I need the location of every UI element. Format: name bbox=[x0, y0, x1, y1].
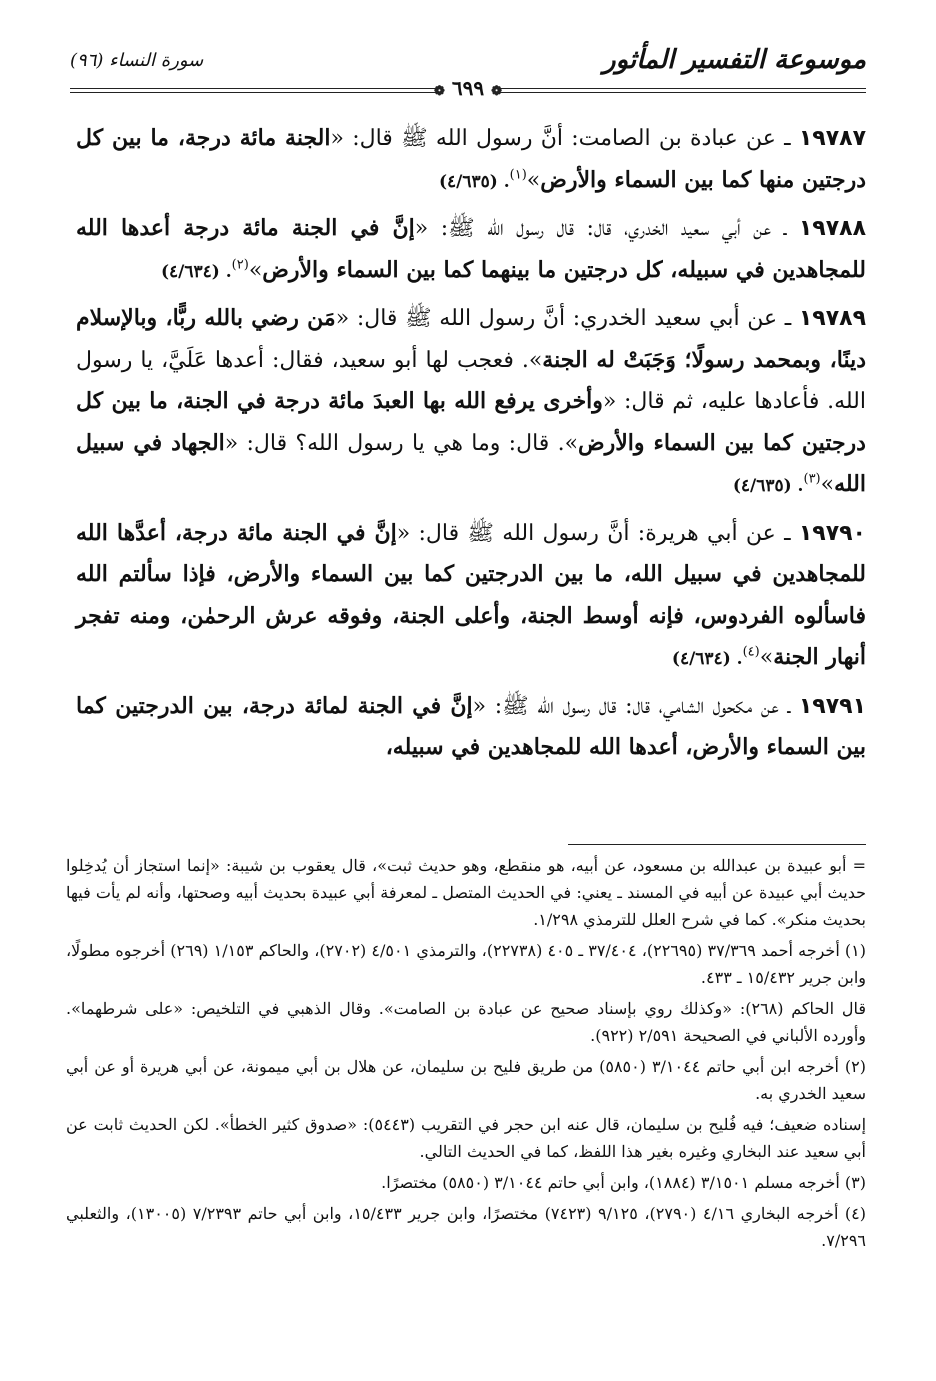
hadith-quote: وأخرى يرفع الله بها العبدَ مائة درجة في الجنة، ما بين كل درجتين كما بين السماء والأرض bbox=[76, 388, 866, 456]
hadith-quote: الجنة مائة درجة، ما بين كل درجتين منها كما بين السماء والأرض bbox=[76, 125, 866, 193]
footnotes bbox=[66, 852, 866, 1258]
ornament-icon: ❁ bbox=[434, 84, 445, 99]
hadith-number: ١٩٧٩٠ bbox=[798, 520, 866, 546]
hadith-quote: إنَّ في الجنة مائة درجة، أعدَّها الله للمجاهدين في سبيل الله، ما بين الدرجتين كما بين السماء والأرض، فإذا سألتم الله فاسألوه الفردوس، فإنه أوسط الجنة، وأعلى الجنة، وفوقه عرش الرحمٰن، ومنه تفجر أنهار الجنة bbox=[76, 519, 866, 670]
hadith-quote: إنَّ في الجنة مائة درجة أعدها الله للمجاهدين في سبيله، كل درجتين ما بينهما كما بين السماء والأرض bbox=[76, 215, 866, 283]
hadith-entry bbox=[76, 208, 866, 292]
footnote-mark: (٢) bbox=[231, 257, 249, 273]
footnote: (٣) أخرجه مسلم ٣/١٥٠١ (١٨٨٤)، وابن أبي حاتم ٣/١٠٤٤ (٥٨٥٠) مختصرًا. bbox=[381, 1173, 866, 1192]
page-header bbox=[70, 40, 866, 80]
header-rule-line-right bbox=[500, 88, 866, 89]
hadith-number: ١٩٧٨٧ bbox=[798, 126, 866, 151]
hadith-number: ١٩٧٨٨ bbox=[798, 216, 867, 241]
book-title: موسوعة التفسير المأثور bbox=[603, 45, 866, 75]
hadith-number: ١٩٧٨٩ bbox=[798, 306, 866, 331]
volume-page-ref: . (٤/٦٣٤) bbox=[671, 649, 743, 669]
footnote: (٤) أخرجه البخاري ٤/١٦ (٢٧٩٠)، ٩/١٢٥ (٧٤٢٣) مختصرًا، وابن جرير ١٥/٤٣٣، وابن أبي حاتم ٧/٢٣٩٣ (١٣٠٠٥)، والثعلبي ٧/٢٩٦. bbox=[66, 1204, 867, 1250]
hadith-narration: ». فعجب لها أبو سعيد، فقال: أعدها عَلَيَّ، يا رسول الله. فأعادها عليه، ثم قال: « bbox=[76, 347, 866, 414]
page-number: ٦٩٩ bbox=[451, 76, 485, 100]
footnote: (١) أخرجه أحمد ٣٧/٣٦٩ (٢٢٦٩٥)، ٣٧/٤٠٤ ـ ٤٠٥ (٢٢٧٣٨)، والترمذي ٤/٥٠١ (٢٧٠٢)، والحاكم ١/١٥٣ (٢٦٩) أخرجوه مطولًا، وابن جرير ١٥/٤٣٢ ـ ٤٣٣. bbox=[66, 941, 867, 987]
hadith-quote: مَن رضي بالله ربًّا، وبالإسلام دينًا، وبمحمد رسولًا؛ وَجَبَتْ له الجنة bbox=[76, 305, 866, 373]
header-rule bbox=[70, 76, 866, 104]
header-rule-line-left-thin bbox=[70, 92, 436, 93]
hadith-entry bbox=[76, 118, 866, 202]
volume-page-ref: . (٤/٦٣٥) bbox=[732, 476, 804, 496]
page-number-group bbox=[434, 76, 502, 100]
hadith-narration: ». قال: وما هي يا رسول الله؟ قال: « bbox=[224, 430, 579, 456]
hadith-quote-close: » bbox=[820, 472, 835, 497]
hadith-number: ١٩٧٩١ bbox=[798, 693, 866, 719]
hadith-intro: ـ عن عبادة بن الصامت: أنَّ رسول الله ﷺ قال: « bbox=[330, 126, 799, 151]
hadith-quote-close: » bbox=[526, 167, 541, 193]
footnote-separator bbox=[568, 844, 866, 845]
footnote: = أبو عبيدة بن عبدالله بن مسعود، عن أبيه، هو منقطع، وهو حديث ثبت»، قال يعقوب بن شيبة: «إنما استجاز أن يُدخِلوا حديث أبي عبيدة عن أبيه في المسند ـ يعني: في الحديث المتصل ـ لمعرفة أبي عبيدة بحديث أبيه وصحتها، وأنه لم يأت فيها بحديث منكر». كما في شرح العلل للترمذي ١/٢٩٨. bbox=[66, 856, 866, 929]
footnote-mark: (٣) bbox=[803, 471, 821, 487]
main-text bbox=[76, 118, 866, 775]
volume-page-ref: . (٤/٦٣٥) bbox=[438, 171, 510, 192]
footnote: إسناده ضعيف؛ فيه فُليح بن سليمان، قال عنه ابن حجر في التقريب (٥٤٤٣): «صدوق كثير الخطأ». لكن الحديث ثابت عن أبي سعيد عند البخاري وغيره بغير هذا اللفظ، كما في الحديث التالي. bbox=[66, 1115, 867, 1161]
footnote: قال الحاكم (٢٦٨): «وكذلك روي بإسناد صحيح عن عبادة بن الصامت». وقال الذهبي في التلخيص: «على شرطهما». وأورده الألباني في الصحيحة ٢/٥٩١ (٩٢٢). bbox=[66, 999, 867, 1045]
hadith-entry bbox=[76, 298, 866, 507]
footnote-mark: (١) bbox=[509, 167, 527, 183]
footnote-mark: (٤) bbox=[742, 644, 760, 660]
hadith-intro: ـ عن أبي سعيد الخدري، قال: قال رسول الله ﷺ: « bbox=[414, 216, 799, 241]
hadith-quote: الجهاد في سبيل الله bbox=[76, 429, 866, 497]
volume-page-ref: . (٤/٦٣٤) bbox=[161, 261, 232, 282]
header-rule-line-right-thin bbox=[500, 92, 866, 93]
footnote: (٢) أخرجه ابن أبي حاتم ٣/١٠٤٤ (٥٨٥٠) من طريق فليح بن سليمان، عن هلال بن أبي ميمونة، عن أبي هريرة أو عن أبي سعيد الخدري به. bbox=[66, 1057, 866, 1103]
ornament-icon: ❁ bbox=[491, 84, 502, 99]
hadith-quote-close: » bbox=[759, 645, 774, 670]
hadith-quote: إنَّ في الجنة لمائة درجة، بين الدرجتين كما بين السماء والأرض، أعدها الله للمجاهدين في سبيله، bbox=[76, 692, 866, 760]
hadith-entry bbox=[76, 686, 866, 769]
header-rule-line-left bbox=[70, 88, 436, 89]
hadith-intro: ـ عن مكحول الشامي، قال: قال رسول الله ﷺ: « bbox=[472, 693, 799, 719]
hadith-entry bbox=[76, 513, 866, 680]
hadith-intro: ـ عن أبي هريرة: أنَّ رسول الله ﷺ قال: « bbox=[396, 520, 799, 546]
surah-title: سورة النساء (٩٦) bbox=[70, 49, 204, 71]
hadith-quote-close: » bbox=[248, 257, 263, 283]
hadith-intro: ـ عن أبي سعيد الخدري: أنَّ رسول الله ﷺ قال: « bbox=[335, 306, 799, 331]
